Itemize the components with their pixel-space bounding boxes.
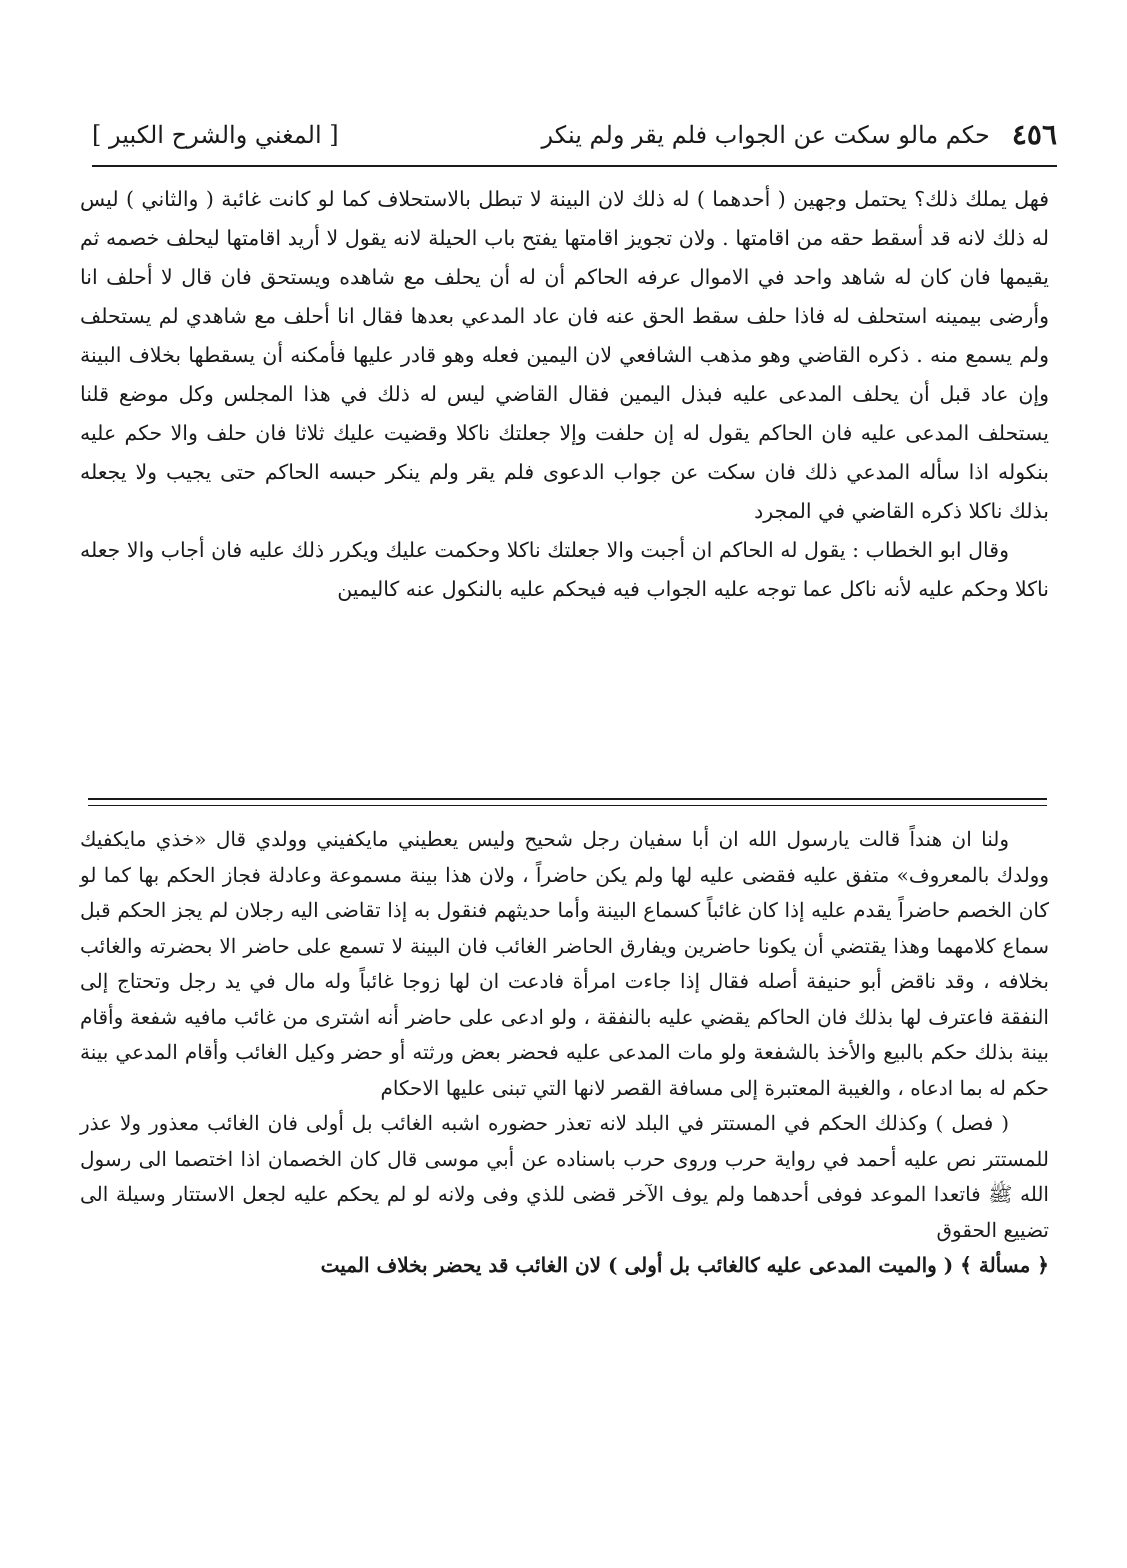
masala-heading: ﴿ مسألة ﴾ ( والميت المدعى عليه كالغائب بل أولى ) لان الغائب قد يحضر بخلاف الميت xyxy=(320,1253,1049,1277)
paragraph: وقال ابو الخطاب : يقول له الحاكم ان أجبت والا جعلتك ناكلا وحكمت عليك ويكرر ذلك عليه فان أجاب والا جعله ناكلا وحكم عليه لأنه ناكل عما توجه عليه الجواب فيه فيحكم عليه بالنكول عنه كاليمين xyxy=(80,538,1049,601)
page-number: ٤٥٦ xyxy=(1011,118,1057,151)
section-separator xyxy=(88,798,1047,806)
header-rule xyxy=(92,165,1057,167)
paragraph: ولنا ان هنداً قالت يارسول الله ان أبا سفيان رجل شحيح وليس يعطيني مايكفيني وولدي قال «خذي مايكفيك وولدك بالمعروف» متفق عليه فقضى عليه لها ولم يكن حاضراً ، ولان هذا بينة مسموعة وعادلة فجاز الحكم بها كما لو كان الخصم حاضراً يقدم عليه إذا كان غائباً كسماع البينة وأما حديثهم فنقول به إذا تقاضى اليه رجلان لم يجز الحكم قبل سماع كلامهما وهذا يقتضي أن يكونا حاضرين ويفارق الحاضر الغائب فان البينة لا تسمع على حاضر الا بحضرته والغائب بخلافه ، وقد ناقض أبو حنيفة أصله فقال إذا جاءت امرأة فادعت ان لها زوجا غائباً وله مال في يد رجل وتحتاج إلى النفقة فاعترف لها بذلك فان الحاكم يقضي عليه بالنفقة ، ولو ادعى على حاضر أنه اشترى من غائب مافيه شفعة وأقام بينة بذلك حكم بالبيع والأخذ بالشفعة ولو مات المدعى عليه فحضر بعض ورثته أو حضر وكيل الغائب وأقام المدعي بينة حكم له بما ادعاه ، والغيبة المعتبرة إلى مسافة القصر لانها التي تبنى عليها الاحكام xyxy=(80,827,1050,1100)
running-title: حكم مالو سكت عن الجواب فلم يقر ولم ينكر xyxy=(541,121,990,149)
paragraph: ( فصل ) وكذلك الحكم في المستتر في البلد لانه تعذر حضوره اشبه الغائب بل أولى فان الغائب معذور ولا عذر للمستتر نص عليه أحمد في رواية حرب وروى حرب باسناده عن أبي موسى قال كان الخصمان اذا اختصما الى رسول الله ﷺ فاتعدا الموعد فوفى أحدهما ولم يوف الآخر قضى للذي وفى ولانه لو لم يحكم عليه لجعل الاستتار وسيلة الى تضييع الحقوق xyxy=(80,1111,1049,1242)
page-header xyxy=(92,110,1057,160)
paragraph: فهل يملك ذلك؟ يحتمل وجهين ( أحدهما ) له ذلك لان البينة لا تبطل بالاستحلاف كما لو كانت غائبة ( والثاني ) ليس له ذلك لانه قد أسقط حقه من اقامتها . ولان تجويز اقامتها يفتح باب الحيلة لانه يقول لا أريد اقامتها ليحلف خصمه ثم يقيمها فان كان له شاهد واحد في الاموال عرفه الحاكم أن له أن يحلف مع شاهده ويستحق فان قال لا أحلف انا وأرضى بيمينه استحلف له فاذا حلف سقط الحق عنه فان عاد المدعي بعدها فقال انا أحلف مع شاهدي لم يستحلف ولم يسمع منه . ذكره القاضي وهو مذهب الشافعي لان اليمين فعله وهو قادر عليها فأمكنه أن يسقطها بخلاف البينة وإن عاد قبل أن يحلف المدعى عليه فبذل اليمين فقال القاضي ليس له ذلك في هذا المجلس وكل موضع قلنا يستحلف المدعى عليه فان الحاكم يقول له إن حلفت وإلا جعلتك ناكلا وقضيت عليك ثلاثا فان حلف والا حكم عليه بنكوله اذا سأله المدعي ذلك فان سكت عن جواب الدعوى فلم يقر ولم ينكر حبسه الحاكم حتى يجيب ولا يجعله بذلك ناكلا ذكره القاضي في المجرد xyxy=(80,187,1049,523)
book-title: [ المغني والشرح الكبير ] xyxy=(92,121,339,149)
main-text-block xyxy=(80,822,1049,1284)
commentary-block xyxy=(80,180,1049,609)
